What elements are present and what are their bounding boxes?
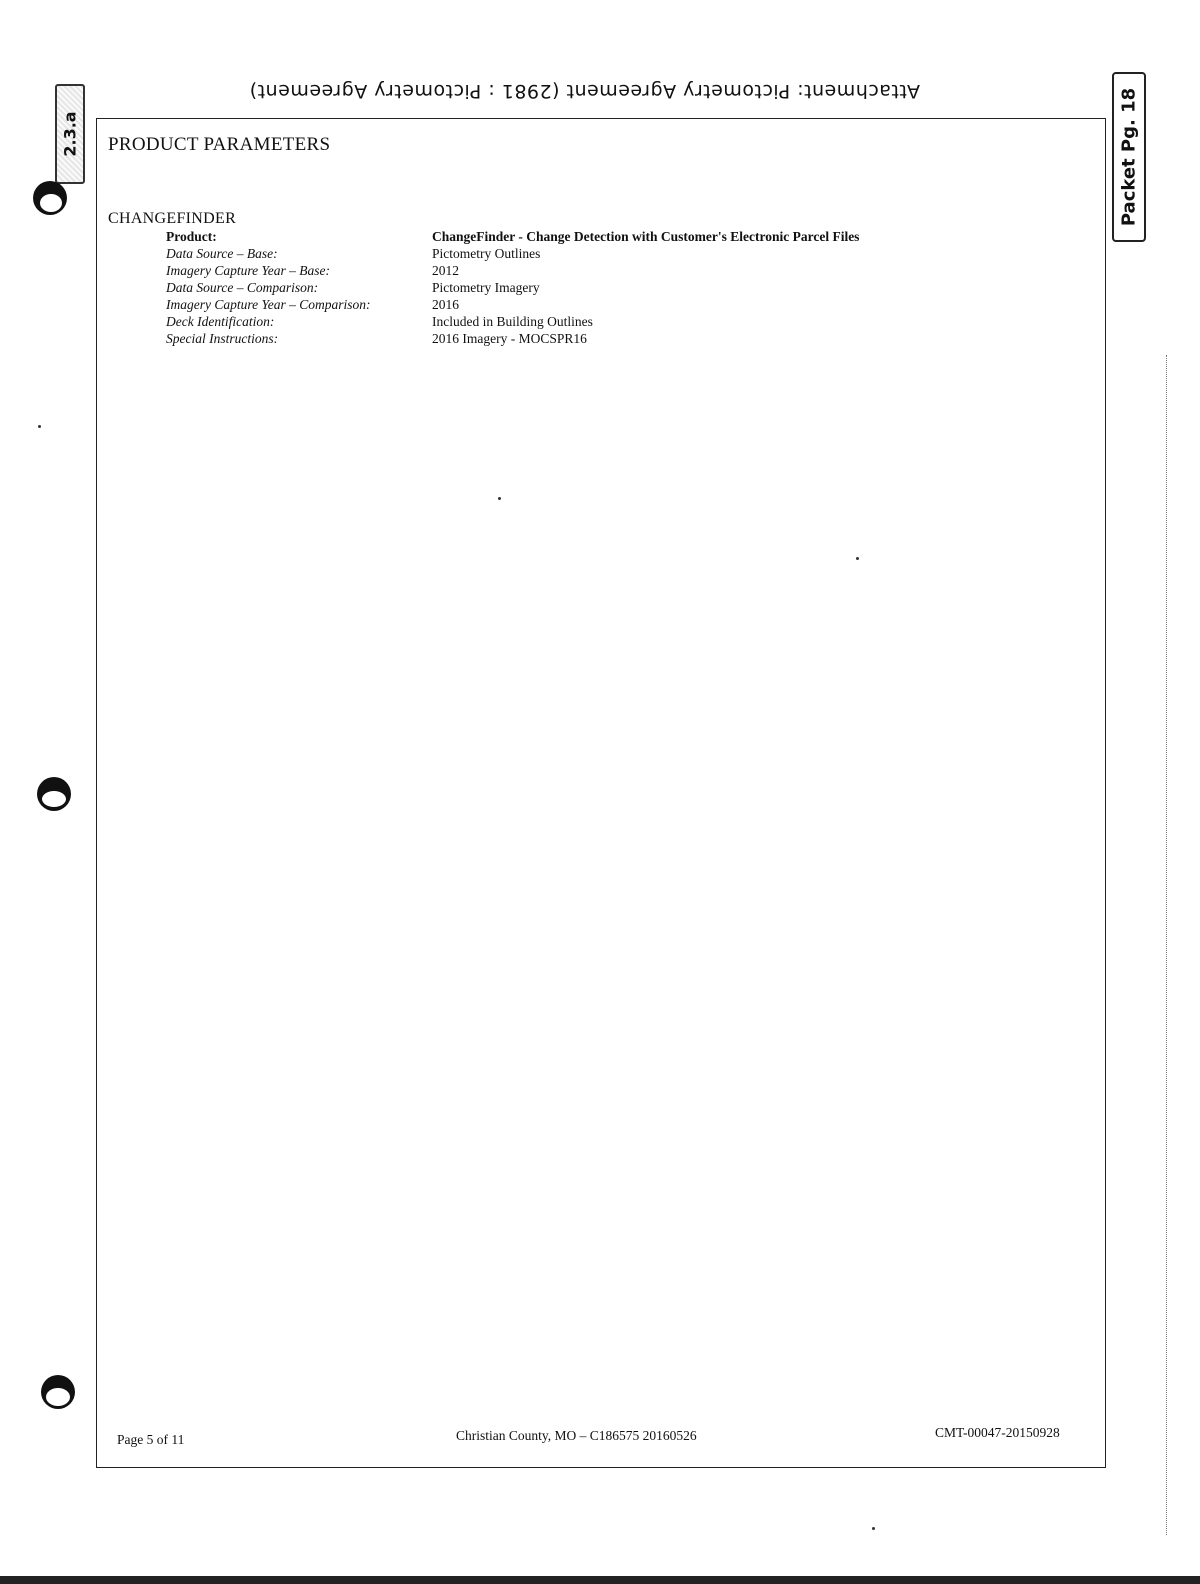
binder-hole-icon — [38, 1372, 78, 1412]
scan-speck — [872, 1527, 875, 1530]
attachment-header: Attachment: Pictometry Agreement (2981 : Pictometry Agreement) — [249, 80, 920, 102]
scan-speck — [498, 497, 501, 500]
item-tag-label: 2.3.a — [60, 111, 80, 157]
parameter-value: 2016 — [432, 297, 459, 312]
product-title: CHANGEFINDER — [108, 210, 237, 227]
parameter-label: Imagery Capture Year – Base: — [166, 263, 330, 278]
packet-page-tag — [1112, 72, 1146, 242]
footer-page-number: Page 5 of 11 — [117, 1432, 185, 1447]
parameter-value: Pictometry Outlines — [432, 246, 541, 261]
parameter-value: ChangeFinder - Change Detection with Customer's Electronic Parcel Files — [432, 229, 860, 244]
binder-hole-icon — [30, 178, 70, 218]
footer-document-code: CMT-00047-20150928 — [935, 1425, 1060, 1440]
parameter-label: Deck Identification: — [166, 314, 275, 329]
section-title: PRODUCT PARAMETERS — [108, 134, 331, 155]
scan-speck — [856, 557, 859, 560]
parameter-row — [166, 245, 1066, 262]
parameter-row — [166, 313, 1066, 330]
parameter-row — [166, 279, 1066, 296]
parameter-list — [166, 228, 1066, 347]
item-tag — [55, 84, 85, 184]
parameter-label: Special Instructions: — [166, 331, 279, 346]
parameter-row — [166, 228, 1066, 245]
packet-page-label: Packet Pg. 18 — [1118, 87, 1140, 227]
footer-county: Christian County, MO – C186575 20160526 — [456, 1428, 697, 1443]
parameter-label: Imagery Capture Year – Comparison: — [166, 297, 371, 312]
parameter-value: 2016 Imagery - MOCSPR16 — [432, 331, 587, 346]
parameter-row — [166, 330, 1066, 347]
scan-bottom-edge — [0, 1576, 1200, 1584]
parameter-value: 2012 — [432, 263, 459, 278]
parameter-label: Data Source – Comparison: — [166, 280, 319, 295]
parameter-row — [166, 296, 1066, 313]
parameter-label: Product: — [166, 229, 217, 244]
scan-edge-marks — [1166, 355, 1167, 1535]
parameter-label: Data Source – Base: — [166, 246, 278, 261]
scan-speck — [38, 425, 41, 428]
parameter-row — [166, 262, 1066, 279]
parameter-value: Pictometry Imagery — [432, 280, 540, 295]
parameter-value: Included in Building Outlines — [432, 314, 593, 329]
binder-hole-icon — [34, 774, 74, 814]
